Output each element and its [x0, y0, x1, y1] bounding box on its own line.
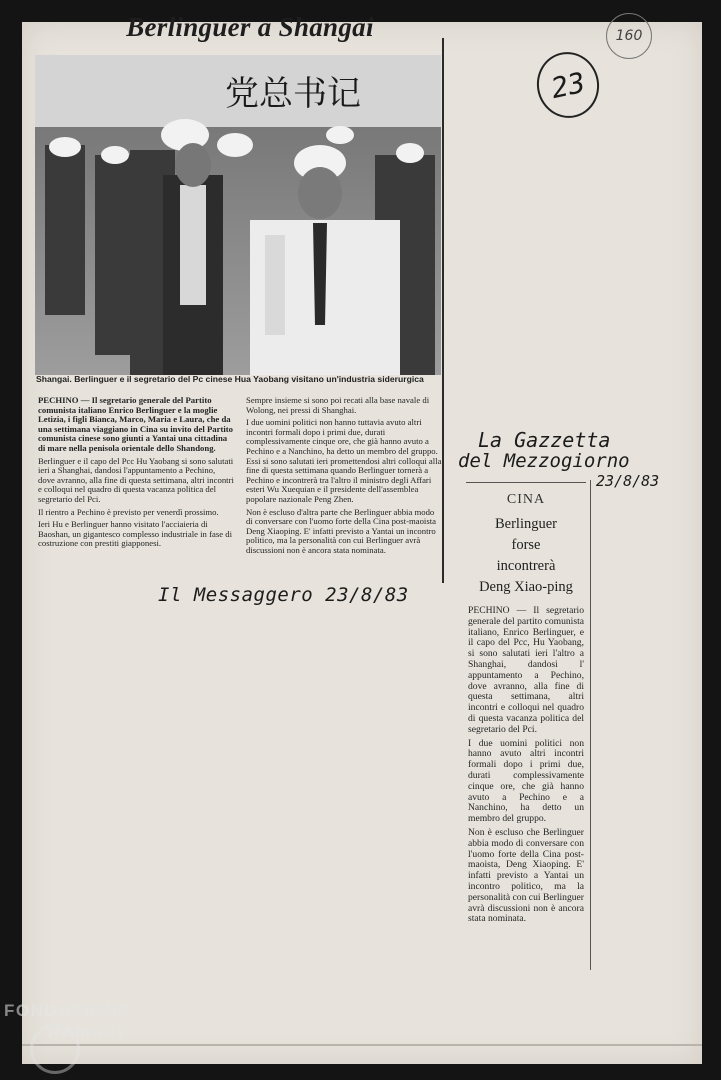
- clipping-paragraph: Non è escluso che Berlinguer abbia modo di conversare con l'uomo forte della Cina post-maoista, Deng Xiaoping. E' infatti previsto a Yantai un incontro politico, ma la personalità con cui Berlinguer avrà discussioni non è ancora stata nominata.: [468, 826, 584, 925]
- article-paragraph: Sempre insieme si sono poi recati alla base navale di Wolong, nei pressi di Shanghai.: [246, 395, 430, 415]
- clipping-kicker: CINA: [506, 492, 546, 507]
- clipping-paragraph: I due uomini politici non hanno avuto altri incontri formali dopo i primi due, durati complessivamente cinque ore, che già hanno avuto a Pechino e a Nanchino, ha detto un membro del gruppo.: [468, 737, 584, 825]
- watermark-line2: RAMSCI: [48, 1023, 125, 1042]
- sheet-bottom-edge: [22, 1044, 702, 1046]
- clipping-body: [468, 606, 584, 928]
- article-paragraph: Berlinguer e il capo del Pcc Hu Yaobang si sono salutati ieri a Shanghai, dandosi l'appuntamento a Pechino, dove avranno, alla fine di questa settimana, altri incontri e colloqui nel quadro di questa vacanza politica del segretario del Pci.: [38, 455, 234, 504]
- article-headline: Berlinguer a Shangai: [126, 12, 374, 42]
- handwritten-source-messaggero: Il Messaggero 23/8/83: [158, 584, 409, 606]
- news-photo: [35, 55, 441, 375]
- clipping-title-line: Berlinguer: [494, 516, 557, 532]
- article-column-2: [246, 396, 442, 559]
- circled-number-text: 23: [548, 65, 588, 105]
- watermark-line1: FONDAZIONE: [4, 1001, 132, 1020]
- photo-illustration: [35, 55, 441, 375]
- handwritten-source-gazzetta-line2: del Mezzogiorno: [458, 450, 630, 472]
- article-paragraph: PECHINO — Il segretario generale del Partito comunista italiano Enrico Berlinguer e la moglie Letizia, i figli Bianca, Marco, Maria e Laura, che da una settimana viaggiano in Cina su invito del Partito comunista cinese sono giunti a Yantai una cittadina di mare nella penisola orientale dello Shandong.: [38, 395, 234, 453]
- clipping-paragraph: PECHINO — Il segretario generale del partito comunista italiano, Enrico Berlinguer, e il capo del Pcc, Hu Yaobang, si sono salutati ieri l'altro a Shanghai, dandosi l' appuntamento a Pechino, dove avranno, alla fine di questa settimana, altri incontri e colloqui nel quadro di questa vacanza politica del segretario del Pci.: [468, 605, 584, 735]
- foundation-watermark: [4, 1000, 184, 1044]
- clipping-top-rule: [466, 482, 586, 483]
- article-paragraph: I due uomini politici non hanno tuttavia avuto altri incontri formali dopo i primi due, durati complessivamente cinque ore, che già hanno avuto a Pechino e a Nanchino, ha detto un membro del gruppo. Essi si sono salutati ieri promettendosi altri colloqui alla fine di questa settimana quando Berlinguer tornerà a Pechino e incontrerà tra l'altro il ministro degli Affari esteri Wu Xuequian e il presidente dell'assemblea popolare nazionale Peng Zhen.: [246, 417, 442, 504]
- gazzetta-clipping: [466, 480, 591, 970]
- clipping-title-line: incontrerà: [496, 558, 556, 574]
- article-column-1: [38, 396, 234, 552]
- clipping-title: [466, 514, 586, 598]
- article-paragraph: Ieri Hu e Berlinguer hanno visitato l'acciaieria di Baoshan, un gigantesco complesso industriale in fase di costruzione con prestiti giapponesi.: [38, 519, 232, 549]
- photo-caption: Shangai. Berlinguer e il segretario del Pc cinese Hua Yaobang visitano un'industria siderurgica: [36, 374, 424, 384]
- watermark-g-logo-icon: [30, 1024, 80, 1074]
- archive-number: 160: [615, 28, 643, 44]
- column-rule: [442, 38, 444, 583]
- archive-number-circle: [606, 13, 652, 59]
- clipping-title-line: forse: [511, 537, 541, 553]
- handwritten-source-gazzetta: La Gazzetta: [478, 428, 611, 452]
- photo-banner-text: 党总书记: [225, 74, 361, 114]
- clipping-title-line: Deng Xiao-ping: [479, 579, 573, 595]
- handwritten-date-gazzetta: 23/8/83: [596, 472, 660, 490]
- article-paragraph: Il rientro a Pechino è previsto per venerdì prossimo.: [38, 506, 219, 517]
- article-paragraph: Non è escluso d'altra parte che Berlinguer abbia modo di conversare con l'uomo forte della Cina post-maoista Deng Xiaoping. E' infatti previsto a Yantai un incontro politico, ma la personalità con cui Berlinguer avrà discussioni non è ancora stata nominata.: [246, 506, 436, 555]
